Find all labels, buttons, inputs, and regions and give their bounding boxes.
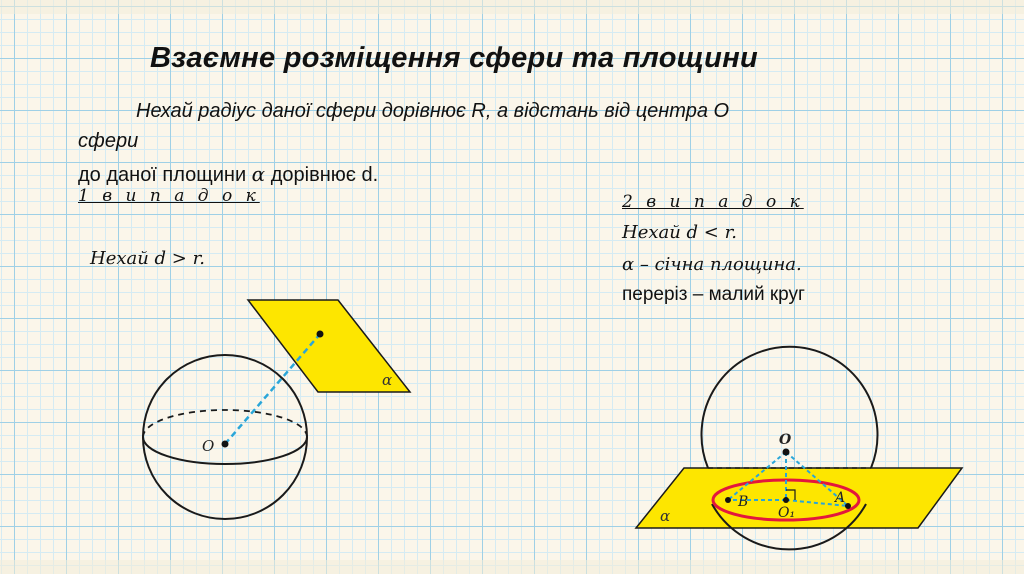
case2-point-b — [725, 497, 731, 503]
case2-heading: 2 в и п а д о к — [622, 192, 804, 212]
case1-figure — [143, 300, 410, 519]
case2-plane-label: α — [660, 507, 671, 525]
case1-center-label: O — [202, 437, 215, 455]
case2-center-label: O — [779, 432, 792, 448]
intro-line-3-suffix: дорівнює d. — [265, 164, 379, 186]
intro-line-3-prefix: до даної площини — [78, 164, 252, 186]
case2-point-a — [845, 503, 851, 509]
case1-condition: Нехай d > r. — [90, 248, 205, 269]
case2-sphere-upper — [702, 347, 878, 468]
case2-point-a-label: A — [835, 490, 846, 506]
case2-center-point — [783, 449, 790, 456]
case2-figure — [636, 347, 962, 550]
case2-section-text: переріз – малий круг — [622, 284, 805, 305]
case1-plane-label: α — [382, 371, 393, 389]
case1-plane-point — [317, 331, 324, 338]
case1-center-point — [222, 441, 229, 448]
case1-equator-back — [143, 410, 307, 437]
alpha-symbol: α — [251, 162, 266, 186]
case2-section-center-point — [783, 497, 789, 503]
case2-condition: Нехай d < r. — [622, 222, 737, 243]
case1-sphere — [143, 355, 307, 519]
intro-line-1: Нехай радіус даної сфери дорівнює R, а відстань від центра O — [136, 100, 730, 122]
intro-line-2: сфери — [78, 130, 139, 152]
case1-heading: 1 в и п а д о к — [78, 186, 260, 206]
case2-point-b-label: B — [738, 494, 749, 510]
case2-plane-text: α – січна площина. — [622, 254, 802, 275]
case2-section-center-label: O₁ — [778, 505, 796, 521]
slide-title: Взаємне розміщення сфери та площини — [150, 42, 759, 74]
